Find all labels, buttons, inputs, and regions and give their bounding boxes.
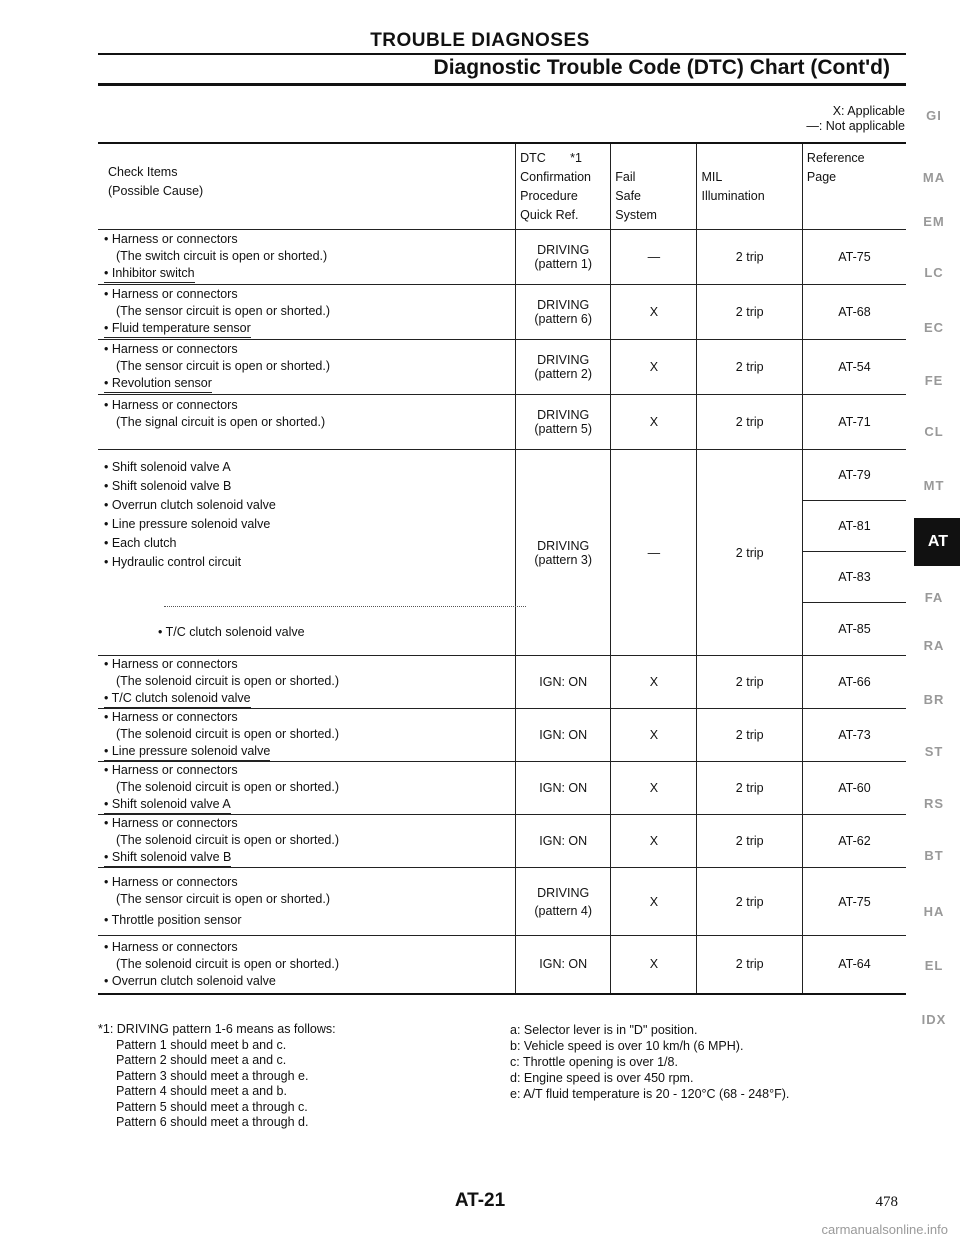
mil-cell: 2 trip [697,762,802,815]
check-items-cell: • Harness or connectors (The sensor circuit is open or shorted.) • Revolution sensor [98,340,516,395]
subtitle-rule [98,83,906,86]
dtc-cell: IGN: ON [516,762,611,815]
legend-applicable: X: Applicable [832,104,905,118]
mil-cell: 2 trip [697,815,802,868]
tab-fa[interactable]: FA [924,590,944,605]
table-row-group [98,450,906,656]
mil-cell: 2 trip [697,395,802,450]
table-row [98,709,906,762]
table-row [98,936,906,994]
fail-safe-cell: X [611,936,697,994]
page-code: AT-21 [454,1190,506,1211]
fail-safe-cell: — [611,230,697,285]
reference-cell: AT-60 [802,762,906,815]
table-row [98,395,906,450]
check-items-cell: • Harness or connectors (The solenoid circuit is open or shorted.) • Overrun clutch solenoid valve [104,939,340,988]
mil-cell: 2 trip [697,936,802,994]
mil-cell: 2 trip [697,230,802,285]
table-row [98,340,906,395]
check-items-cell: • Harness or connectors (The sensor circuit is open or shorted.) • Throttle position sensor [104,875,330,927]
tab-el[interactable]: EL [924,958,944,973]
dtc-cell: IGN: ON [516,709,611,762]
mil-cell: 2 trip [697,285,802,340]
mil-cell: 2 trip [697,709,802,762]
dtc-cell: IGN: ON [516,656,611,709]
check-items-cell: • Harness or connectors (The sensor circuit is open or shorted.) • Fluid temperature sensor [98,285,516,340]
tab-gi[interactable]: GI [926,108,942,123]
section-tabs [910,0,958,1100]
page-title: TROUBLE DIAGNOSES [370,30,590,51]
tab-idx[interactable]: IDX [921,1012,947,1027]
dtc-cell: DRIVING (pattern 4) [516,868,611,936]
fail-safe-cell: X [611,868,697,936]
title-rule [98,53,906,55]
check-items-cell: • Shift solenoid valve A • Shift solenoid valve B • Overrun clutch solenoid valve • Line pressure solenoid valve • Each clutch • Hydraulic control circuit • T/C clutch solenoid valve [104,460,305,639]
reference-cell: AT-64 [802,936,906,994]
fail-safe-cell: X [611,762,697,815]
dtc-cell: DRIVING (pattern 5) [516,395,611,450]
reference-cell: AT-62 [802,815,906,868]
reference-cell: AT-66 [802,656,906,709]
reference-cell: AT-79 AT-81 AT-83 AT-85 [802,450,906,656]
fail-safe-cell: X [611,709,697,762]
dtc-cell: IGN: ON [516,936,611,994]
tab-st[interactable]: ST [924,744,944,759]
tab-fe[interactable]: FE [924,373,944,388]
table-row [98,815,906,868]
reference-cell: AT-75 [802,230,906,285]
watermark: carmanualsonline.info [821,1222,948,1237]
reference-cell: AT-75 [802,868,906,936]
fail-safe-cell: — [611,450,697,656]
fail-safe-cell: X [611,285,697,340]
table-row [98,285,906,340]
reference-cell: AT-71 [802,395,906,450]
table-row [98,656,906,709]
reference-cell: AT-54 [802,340,906,395]
tab-em[interactable]: EM [923,214,945,229]
header-mil: MIL Illumination [697,143,802,230]
check-items-cell: • Harness or connectors (The switch circuit is open or shorted.) • Inhibitor switch [98,230,516,285]
table-row [98,868,906,936]
tab-cl[interactable]: CL [924,424,944,439]
check-items-cell: • Harness or connectors (The solenoid circuit is open or shorted.) • Shift solenoid valve A [98,762,516,815]
page-subtitle: Diagnostic Trouble Code (DTC) Chart (Cont'd) [433,56,890,79]
dtc-cell: DRIVING (pattern 6) [516,285,611,340]
tab-mt[interactable]: MT [923,478,945,493]
check-items-cell: • Harness or connectors (The solenoid circuit is open or shorted.) • T/C clutch solenoid valve [98,656,516,709]
reference-cell: AT-68 [802,285,906,340]
tab-lc[interactable]: LC [924,265,944,280]
dtc-chart-table [98,142,906,995]
check-items-cell: • Harness or connectors (The solenoid circuit is open or shorted.) • Line pressure solenoid valve [98,709,516,762]
tab-ec[interactable]: EC [923,320,945,335]
page-number: 478 [875,1194,898,1210]
tab-rs[interactable]: RS [923,796,945,811]
fail-safe-cell: X [611,395,697,450]
tab-ra[interactable]: RA [923,638,945,653]
legend-not-applicable: —: Not applicable [806,119,905,133]
notes-right: a: Selector lever is in "D" position. b: Vehicle speed is over 10 km/h (6 MPH). c: Throttle opening is over 1/8. d: Engine speed is over 450 rpm. e: A/T fluid temperature is 20 - 120°C (68 - 248°F). [510,1023,790,1101]
mil-cell: 2 trip [697,656,802,709]
check-items-cell: • Harness or connectors (The signal circuit is open or shorted.) [104,397,326,429]
mil-cell: 2 trip [697,340,802,395]
dtc-cell: IGN: ON [516,815,611,868]
tab-ma[interactable]: MA [922,170,946,185]
table-row [98,762,906,815]
table-row [98,230,906,285]
table-header-row [98,143,906,230]
notes-left: *1: DRIVING pattern 1-6 means as follows: Pattern 1 should meet b and c. Pattern 2 should meet a and c. Pattern 3 should meet a through e. Pattern 4 should meet a and b. Pattern 5 should meet a through c. Pattern 6 should meet a through d. [98,1022,336,1129]
dtc-cell: DRIVING (pattern 1) [516,230,611,285]
mil-cell: 2 trip [697,868,802,936]
dtc-cell: DRIVING (pattern 2) [516,340,611,395]
dotted-separator [164,606,526,607]
fail-safe-cell: X [611,656,697,709]
tab-at-active[interactable]: AT [914,518,960,566]
tab-br[interactable]: BR [923,692,945,707]
reference-cell: AT-73 [802,709,906,762]
mil-cell: 2 trip [697,450,802,656]
legend [806,104,905,134]
header-fail-safe: Fail Safe System [611,143,697,230]
header-check-items: Check Items (Possible Cause) [108,164,204,198]
dtc-cell: DRIVING (pattern 3) [516,450,611,656]
tab-ha[interactable]: HA [923,904,945,919]
fail-safe-cell: X [611,815,697,868]
fail-safe-cell: X [611,340,697,395]
tab-bt[interactable]: BT [924,848,944,863]
check-items-cell: • Harness or connectors (The solenoid circuit is open or shorted.) • Shift solenoid valve B [98,815,516,868]
header-dtc: DTC *1 Confirmation Procedure Quick Ref. [516,143,611,230]
header-reference: Reference Page [802,143,906,230]
